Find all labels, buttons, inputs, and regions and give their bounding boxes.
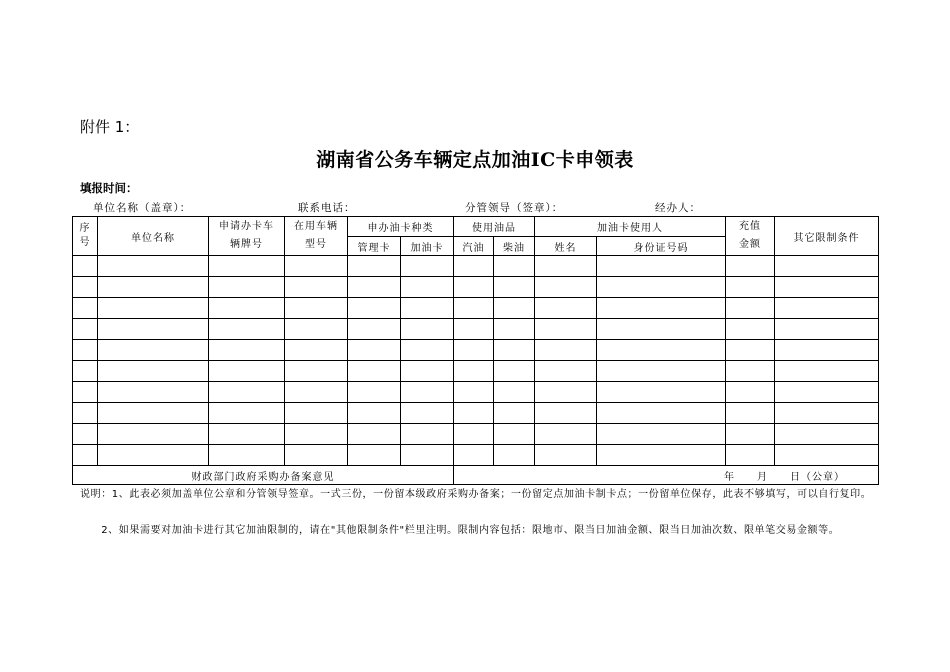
- blank-cell[interactable]: [348, 319, 401, 340]
- blank-cell[interactable]: [597, 361, 726, 382]
- blank-cell[interactable]: [73, 445, 98, 466]
- blank-cell[interactable]: [348, 361, 401, 382]
- blank-cell[interactable]: [401, 277, 454, 298]
- blank-cell[interactable]: [597, 445, 726, 466]
- blank-cell[interactable]: [726, 361, 775, 382]
- blank-cell[interactable]: [348, 382, 401, 403]
- blank-cell[interactable]: [726, 445, 775, 466]
- blank-cell[interactable]: [535, 361, 597, 382]
- blank-cell[interactable]: [209, 424, 285, 445]
- blank-cell[interactable]: [401, 298, 454, 319]
- header-fuel-used: 使用油品: [454, 217, 535, 237]
- blank-cell[interactable]: [494, 403, 535, 424]
- blank-cell[interactable]: [775, 424, 879, 445]
- blank-cell[interactable]: [285, 403, 348, 424]
- table-row: [73, 340, 879, 361]
- blank-cell[interactable]: [209, 403, 285, 424]
- blank-cell[interactable]: [775, 277, 879, 298]
- blank-cell[interactable]: [535, 298, 597, 319]
- blank-cell[interactable]: [494, 382, 535, 403]
- blank-cell[interactable]: [348, 445, 401, 466]
- blank-cell[interactable]: [494, 340, 535, 361]
- blank-cell[interactable]: [535, 277, 597, 298]
- blank-cell[interactable]: [597, 277, 726, 298]
- blank-cell[interactable]: [454, 340, 494, 361]
- blank-cell[interactable]: [775, 319, 879, 340]
- blank-cell[interactable]: [535, 445, 597, 466]
- blank-cell[interactable]: [98, 298, 209, 319]
- blank-cell[interactable]: [209, 277, 285, 298]
- blank-cell[interactable]: [454, 277, 494, 298]
- blank-cell[interactable]: [726, 277, 775, 298]
- blank-cell[interactable]: [401, 424, 454, 445]
- header-name: 姓名: [535, 237, 597, 256]
- fill-time-label: 填报时间：: [80, 181, 138, 195]
- blank-cell[interactable]: [597, 382, 726, 403]
- blank-cell[interactable]: [98, 424, 209, 445]
- blank-cell[interactable]: [285, 256, 348, 277]
- header-diesel: 柴油: [494, 237, 535, 256]
- blank-cell[interactable]: [726, 340, 775, 361]
- blank-cell[interactable]: [775, 256, 879, 277]
- blank-cell[interactable]: [454, 424, 494, 445]
- blank-cell[interactable]: [535, 340, 597, 361]
- finance-opinion-label: 财政部门政府采购办备案意见: [73, 466, 454, 485]
- blank-cell[interactable]: [285, 319, 348, 340]
- blank-cell[interactable]: [348, 424, 401, 445]
- blank-cell[interactable]: [348, 403, 401, 424]
- blank-cell[interactable]: [98, 403, 209, 424]
- contact-phone-label: 联系电话：: [298, 202, 356, 214]
- blank-cell[interactable]: [597, 256, 726, 277]
- blank-cell[interactable]: [597, 424, 726, 445]
- table-row: [73, 319, 879, 340]
- blank-cell[interactable]: [73, 424, 98, 445]
- blank-cell[interactable]: [348, 298, 401, 319]
- blank-cell[interactable]: [454, 319, 494, 340]
- blank-cell[interactable]: [401, 403, 454, 424]
- table-row: [73, 445, 879, 466]
- blank-cell[interactable]: [401, 256, 454, 277]
- header-seq: 序号: [73, 217, 98, 256]
- blank-cell[interactable]: [73, 403, 98, 424]
- blank-cell[interactable]: [73, 382, 98, 403]
- blank-cell[interactable]: [285, 361, 348, 382]
- blank-cell[interactable]: [209, 256, 285, 277]
- table-row: [73, 256, 879, 277]
- blank-cell[interactable]: [98, 361, 209, 382]
- header-plate: 申请办卡车辆牌号: [209, 217, 285, 256]
- blank-cell[interactable]: [535, 319, 597, 340]
- blank-cell[interactable]: [348, 340, 401, 361]
- blank-cell[interactable]: [597, 298, 726, 319]
- blank-cell[interactable]: [726, 424, 775, 445]
- blank-cell[interactable]: [285, 424, 348, 445]
- date-seal-cell: [454, 466, 879, 485]
- blank-cell[interactable]: [535, 382, 597, 403]
- blank-cell[interactable]: [775, 298, 879, 319]
- blank-cell[interactable]: [775, 340, 879, 361]
- blank-cell[interactable]: [285, 340, 348, 361]
- blank-cell[interactable]: [73, 256, 98, 277]
- header-unit-name: 单位名称: [98, 217, 209, 256]
- blank-cell[interactable]: [775, 361, 879, 382]
- header-model: 在用车辆型号: [285, 217, 348, 256]
- blank-cell[interactable]: [494, 319, 535, 340]
- blank-cell[interactable]: [73, 298, 98, 319]
- blank-cell[interactable]: [454, 445, 494, 466]
- blank-cell[interactable]: [775, 445, 879, 466]
- attachment-label: 附件 1：: [80, 118, 140, 136]
- blank-cell[interactable]: [401, 319, 454, 340]
- blank-cell[interactable]: [209, 319, 285, 340]
- blank-cell[interactable]: [98, 382, 209, 403]
- blank-cell[interactable]: [494, 256, 535, 277]
- header-recharge: 充值金额: [726, 217, 775, 256]
- blank-cell[interactable]: [726, 382, 775, 403]
- blank-cell[interactable]: [726, 298, 775, 319]
- application-table: [72, 216, 879, 485]
- blank-cell[interactable]: [98, 277, 209, 298]
- blank-cell[interactable]: [73, 340, 98, 361]
- blank-cell[interactable]: [454, 298, 494, 319]
- header-fuel-card: 加油卡: [401, 237, 454, 256]
- blank-cell[interactable]: [454, 256, 494, 277]
- blank-cell[interactable]: [454, 361, 494, 382]
- header-id-number: 身份证号码: [597, 237, 726, 256]
- blank-cell[interactable]: [454, 382, 494, 403]
- blank-cell[interactable]: [535, 256, 597, 277]
- blank-cell[interactable]: [726, 403, 775, 424]
- date-seal-label: 年 月 日（公章）: [724, 471, 845, 483]
- form-title: 湖南省公务车辆定点加油IC卡申领表: [316, 149, 634, 171]
- handler-label: 经办人：: [655, 202, 701, 214]
- table-row: [73, 424, 879, 445]
- leader-sign-label: 分管领导（签章）：: [465, 202, 564, 214]
- blank-cell[interactable]: [535, 424, 597, 445]
- blank-cell[interactable]: [401, 382, 454, 403]
- header-gasoline: 汽油: [454, 237, 494, 256]
- blank-cell[interactable]: [401, 340, 454, 361]
- blank-cell[interactable]: [494, 361, 535, 382]
- blank-cell[interactable]: [348, 256, 401, 277]
- header-card-type: 申办油卡种类: [348, 217, 454, 237]
- blank-cell[interactable]: [494, 298, 535, 319]
- blank-cell[interactable]: [98, 340, 209, 361]
- header-other-limits: 其它限制条件: [775, 217, 879, 256]
- blank-cell[interactable]: [348, 277, 401, 298]
- blank-cell[interactable]: [73, 319, 98, 340]
- blank-cell[interactable]: [726, 256, 775, 277]
- header-manage-card: 管理卡: [348, 237, 401, 256]
- blank-cell[interactable]: [209, 382, 285, 403]
- table-row: [73, 361, 879, 382]
- blank-cell[interactable]: [285, 277, 348, 298]
- note-2: 2、如果需要对加油卡进行其它加油限制的，请在"其他限制条件"栏里注明。限制内容包括：限地市、限当日加油金额、限当日加油次数、限单笔交易金额等。: [80, 525, 840, 536]
- blank-cell[interactable]: [597, 403, 726, 424]
- blank-cell[interactable]: [285, 382, 348, 403]
- blank-cell[interactable]: [775, 382, 879, 403]
- blank-cell[interactable]: [209, 340, 285, 361]
- blank-cell[interactable]: [285, 445, 348, 466]
- blank-cell[interactable]: [494, 445, 535, 466]
- blank-cell[interactable]: [597, 319, 726, 340]
- header-card-user: 加油卡使用人: [535, 217, 726, 237]
- note-1: 说明：1、此表必须加盖单位公章和分管领导签章。一式三份，一份留本级政府采购办备案；一份留定点加油卡制卡点；一份留单位保存，此表不够填写，可以自行复印。: [80, 489, 872, 500]
- blank-cell[interactable]: [494, 277, 535, 298]
- table-row: [73, 382, 879, 403]
- blank-cell[interactable]: [98, 319, 209, 340]
- blank-cell[interactable]: [401, 445, 454, 466]
- blank-cell[interactable]: [209, 445, 285, 466]
- blank-cell[interactable]: [401, 361, 454, 382]
- blank-cell[interactable]: [73, 361, 98, 382]
- blank-cell[interactable]: [98, 445, 209, 466]
- blank-cell[interactable]: [454, 403, 494, 424]
- table-row: [73, 403, 879, 424]
- blank-cell[interactable]: [597, 340, 726, 361]
- blank-cell[interactable]: [775, 403, 879, 424]
- blank-cell[interactable]: [726, 319, 775, 340]
- blank-cell[interactable]: [98, 256, 209, 277]
- table-row: [73, 277, 879, 298]
- blank-cell[interactable]: [209, 298, 285, 319]
- blank-cell[interactable]: [494, 424, 535, 445]
- blank-cell[interactable]: [73, 277, 98, 298]
- blank-cell[interactable]: [209, 361, 285, 382]
- table-row: [73, 298, 879, 319]
- unit-name-label: 单位名称（盖章）：: [93, 202, 192, 214]
- blank-cell[interactable]: [285, 298, 348, 319]
- blank-cell[interactable]: [535, 403, 597, 424]
